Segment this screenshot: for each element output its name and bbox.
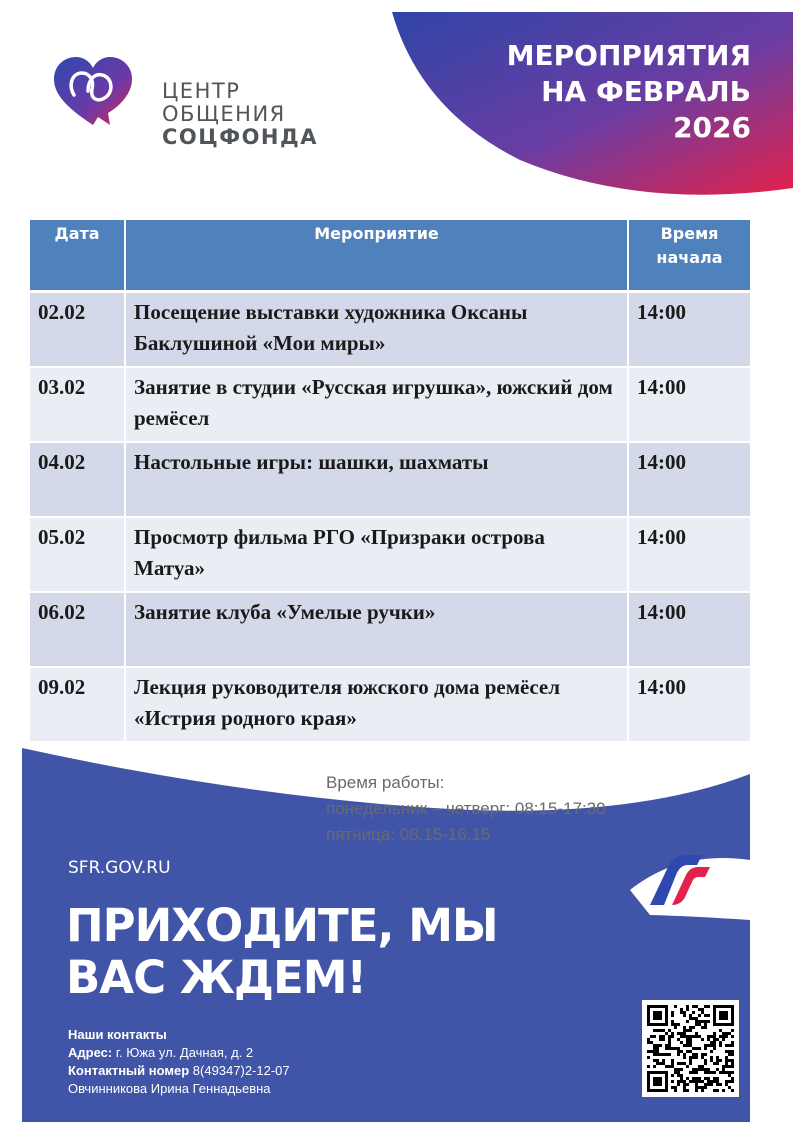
table-row [30,517,750,592]
site-link[interactable]: SFR.GOV.RU [68,858,171,878]
events-table [30,220,750,743]
phone-label: Контактный номер [68,1063,190,1078]
contacts [68,1026,290,1098]
qr-code-icon[interactable] [642,1000,739,1097]
column-header-date: Дата [30,220,125,292]
event-title: Настольные игры: шашки, шахматы [125,442,628,517]
event-title: Просмотр фильма РГО «Призраки острова Матуа» [125,517,628,592]
hours-friday: пятница: 08.15-16.15 [326,825,491,844]
address-value: г. Южа ул. Дачная, д. 2 [112,1045,254,1060]
event-date: 03.02 [30,367,125,442]
table-header-row [30,220,750,292]
event-title: Занятие в студии «Русская игрушка», южский дом ремёсел [125,367,628,442]
hours-weekdays: понедельник – четверг: 08:15-17:30 [326,799,606,818]
event-date: 09.02 [30,667,125,742]
event-time: 14:00 [628,592,750,667]
event-title: Посещение выставки художника Оксаны Баклушиной «Мои миры» [125,292,628,368]
address-label: Адрес: [68,1045,113,1060]
slogan-line-1: ПРИХОДИТЕ, МЫ [66,899,498,952]
table-row [30,292,750,368]
contacts-title: Наши контакты [68,1027,167,1042]
logo-line-1: ЦЕНТР [162,79,241,103]
table-row [30,442,750,517]
table-row [30,667,750,742]
sfr-logo-icon [642,847,714,911]
title-line-1: МЕРОПРИЯТИЯ [506,39,751,72]
page-title [451,38,751,146]
logo-line-2: ОБЩЕНИЯ [162,102,286,126]
event-time: 14:00 [628,292,750,368]
slogan [66,900,498,1004]
hours-label: Время работы: [326,773,445,792]
event-title: Занятие клуба «Умелые ручки» [125,592,628,667]
contacts-address [68,1044,290,1062]
title-line-2: НА ФЕВРАЛЬ [541,75,751,108]
event-date: 05.02 [30,517,125,592]
column-header-time: Время начала [628,220,750,292]
event-title: Лекция руководителя южского дома ремёсел «Истрия родного края» [125,667,628,742]
event-time: 14:00 [628,517,750,592]
event-date: 06.02 [30,592,125,667]
title-line-3: 2026 [673,111,751,144]
event-date: 02.02 [30,292,125,368]
contacts-phone [68,1062,290,1080]
contact-person: Овчинникова Ирина Геннадьевна [68,1081,271,1096]
slogan-line-2: ВАС ЖДЕМ! [66,951,367,1004]
working-hours [326,770,606,848]
event-time: 14:00 [628,442,750,517]
phone-value: 8(49347)2-12-07 [189,1063,290,1078]
column-header-event: Мероприятие [125,220,628,292]
event-time: 14:00 [628,667,750,742]
table-row [30,592,750,667]
logo-line-3: СОЦФОНДА [162,125,318,149]
event-date: 04.02 [30,442,125,517]
heart-speech-bubble-icon [52,55,134,127]
event-time: 14:00 [628,367,750,442]
logo-text [162,80,318,149]
table-row [30,367,750,442]
